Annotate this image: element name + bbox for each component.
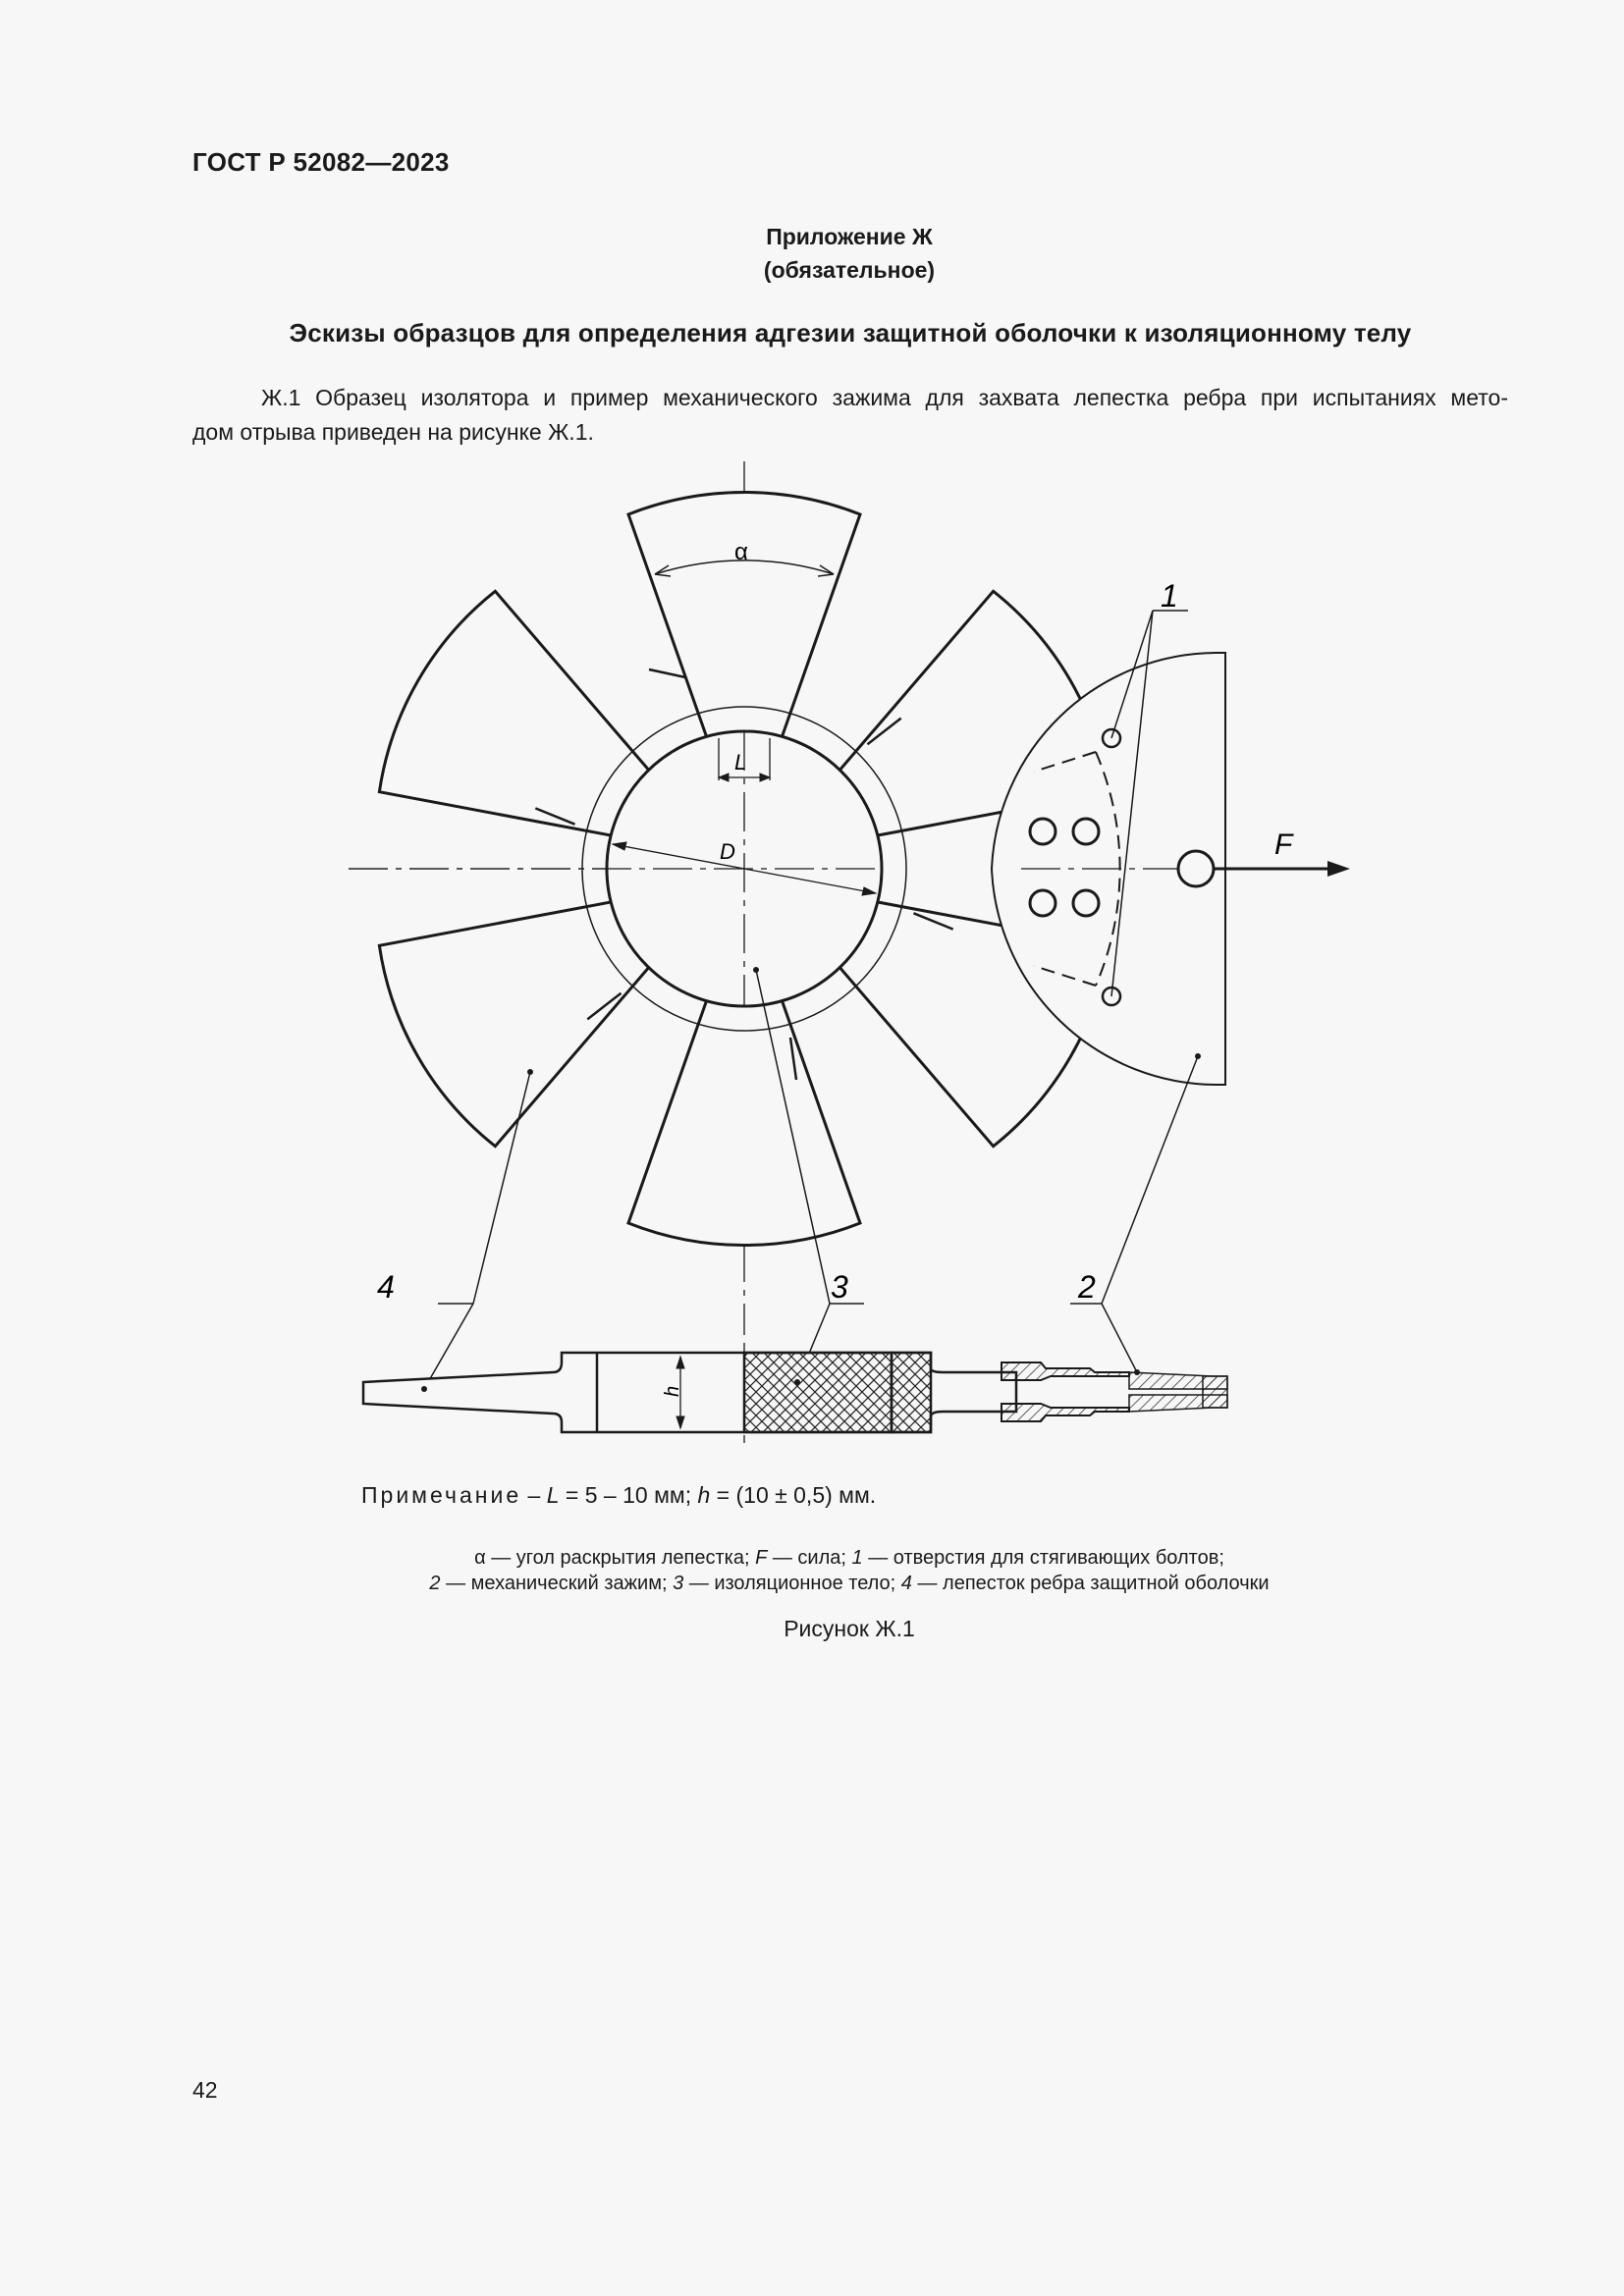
figure-note [361,1482,876,1509]
legend-line-2 [0,1573,1624,1595]
appendix-status: (обязательное) [763,257,936,283]
legend-1-text: — отверстия для стягивающих болтов; [862,1547,1224,1569]
legend-alpha-symbol: α [474,1547,486,1569]
legend-4-number: 4 [900,1573,912,1594]
callout-1: 1 [1161,578,1178,614]
legend-2-text: — механический зажим; [440,1573,674,1594]
figure-caption: Рисунок Ж.1 [784,1616,915,1641]
L-label: L [734,750,747,774]
F-label: F [1274,828,1293,861]
legend-1-number: 1 [851,1547,863,1569]
appendix-title: Приложение Ж [766,224,933,249]
body-paragraph [192,381,1508,450]
legend-3-text: — изоляционное тело; [683,1573,901,1594]
paragraph-line-1: Ж.1 Образец изолятора и пример механического зажима для захвата лепестка ребра при испытаниях мето- [261,385,1508,410]
legend-F-symbol: F [755,1547,768,1569]
legend-4-text: — лепесток ребра защитной оболочки [911,1573,1270,1594]
document-code: ГОСТ Р 52082—2023 [192,147,450,177]
callout-3: 3 [831,1269,848,1305]
callout-4: 4 [377,1269,395,1305]
petal-bottom [628,986,860,1246]
callout-2: 2 [1078,1269,1096,1305]
note-h-value: = (10 ± 0,5) мм. [710,1482,877,1508]
h-label: h [662,1385,683,1397]
alpha-label: α [734,539,748,565]
note-prefix: Примечание [361,1482,522,1508]
legend-line-1 [0,1547,1624,1570]
legend-3-number: 3 [673,1573,684,1594]
section-heading: Эскизы образцов для определения адгезии защитной оболочки к изоляционному телу [289,318,1412,347]
paragraph-line-2: дом отрыва приведен на рисунке Ж.1. [192,419,594,445]
page-number: 42 [192,2077,218,2103]
legend-alpha-text: — угол раскрытия лепестка; [485,1547,756,1569]
section-view [363,1343,1227,1443]
petal-top [628,492,860,752]
figure-drawing [344,461,1384,1463]
legend-2-number: 2 [429,1573,441,1594]
note-h-variable: h [697,1482,711,1508]
note-L-variable: L [546,1482,560,1508]
note-L-value: = 5 – 10 мм; [559,1482,698,1508]
note-dash: – [521,1482,547,1508]
legend-F-text: — сила; [767,1547,852,1569]
D-label: D [720,839,735,864]
